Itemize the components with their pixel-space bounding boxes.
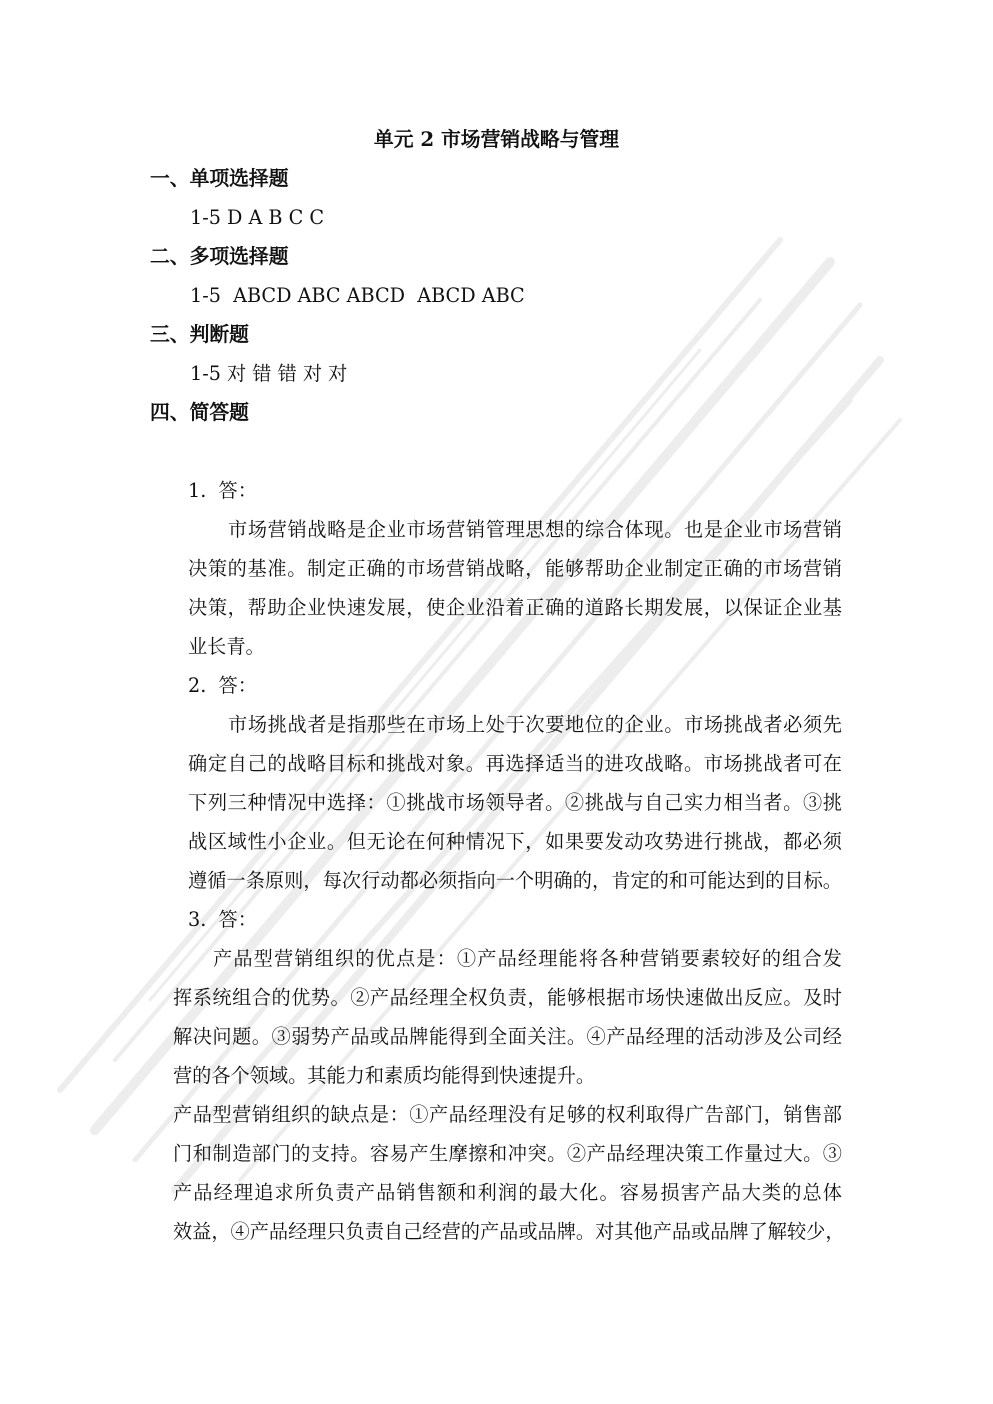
answer-3-line: 产品经理追求所负责产品销售额和利润的最大化。容易损害产品大类的总体 xyxy=(173,1181,842,1204)
question-3-label: 3. 答： xyxy=(188,908,257,931)
section-heading-true-false: 三、判断题 xyxy=(150,322,249,346)
section-heading-short-answer: 四、简答题 xyxy=(150,400,249,424)
answer-1-line: 决策，帮助企业快速发展，使企业沿着正确的道路长期发展，以保证企业基 xyxy=(188,596,842,619)
section-heading-single-choice: 一、单项选择题 xyxy=(150,166,289,190)
answer-3-line: 营的各个领域。其能力和素质均能得到快速提升。 xyxy=(173,1064,596,1087)
page-title: 单元 2 市场营销战略与管理 xyxy=(373,127,620,151)
answer-2-line: 遵循一条原则，每次行动都必须指向一个明确的，肯定的和可能达到的目标。 xyxy=(188,869,842,892)
section-heading-multiple-choice: 二、多项选择题 xyxy=(150,244,289,268)
answer-3-line: 挥系统组合的优势。②产品经理全权负责，能够根据市场快速做出反应。及时 xyxy=(173,986,842,1009)
question-1-label: 1. 答： xyxy=(188,479,257,502)
answer-2-line: 市场挑战者是指那些在市场上处于次要地位的企业。市场挑战者必须先 xyxy=(228,713,842,736)
answer-2-line: 下列三种情况中选择：①挑战市场领导者。②挑战与自己实力相当者。③挑 xyxy=(188,791,842,814)
answer-2-line: 确定自己的战略目标和挑战对象。再选择适当的进攻战略。市场挑战者可在 xyxy=(188,752,842,775)
page-content xyxy=(0,120,993,1251)
answer-3-line: 产品型营销组织的缺点是：①产品经理没有足够的权利取得广告部门，销售部 xyxy=(173,1103,842,1126)
answer-3-line: 门和制造部门的支持。容易产生摩擦和冲突。②产品经理决策工作量过大。③ xyxy=(173,1142,842,1165)
answer-1-line: 决策的基准。制定正确的市场营销战略，能够帮助企业制定正确的市场营销 xyxy=(188,557,842,580)
answer-multiple-choice: 1-5 ABCD ABC ABCD ABCD ABC xyxy=(190,284,525,307)
blank-line xyxy=(0,432,993,471)
answer-1-line: 业长青。 xyxy=(188,635,265,658)
answer-true-false: 1-5 对 错 错 对 对 xyxy=(190,362,348,385)
answer-2-line: 战区域性小企业。但无论在何种情况下，如果要发动攻势进行挑战，都必须 xyxy=(188,830,842,853)
answer-single-choice: 1-5 D A B C C xyxy=(190,206,325,229)
answer-3-line: 产品型营销组织的优点是：①产品经理能将各种营销要素较好的组合发 xyxy=(213,947,842,970)
answer-1-line: 市场营销战略是企业市场营销管理思想的综合体现。也是企业市场营销 xyxy=(228,518,842,541)
answer-3-line: 效益，④产品经理只负责自己经营的产品或品牌。对其他产品或品牌了解较少， xyxy=(173,1220,845,1243)
question-2-label: 2. 答： xyxy=(188,674,257,697)
answer-3-line: 解决问题。③弱势产品或品牌能得到全面关注。④产品经理的活动涉及公司经 xyxy=(173,1025,842,1048)
